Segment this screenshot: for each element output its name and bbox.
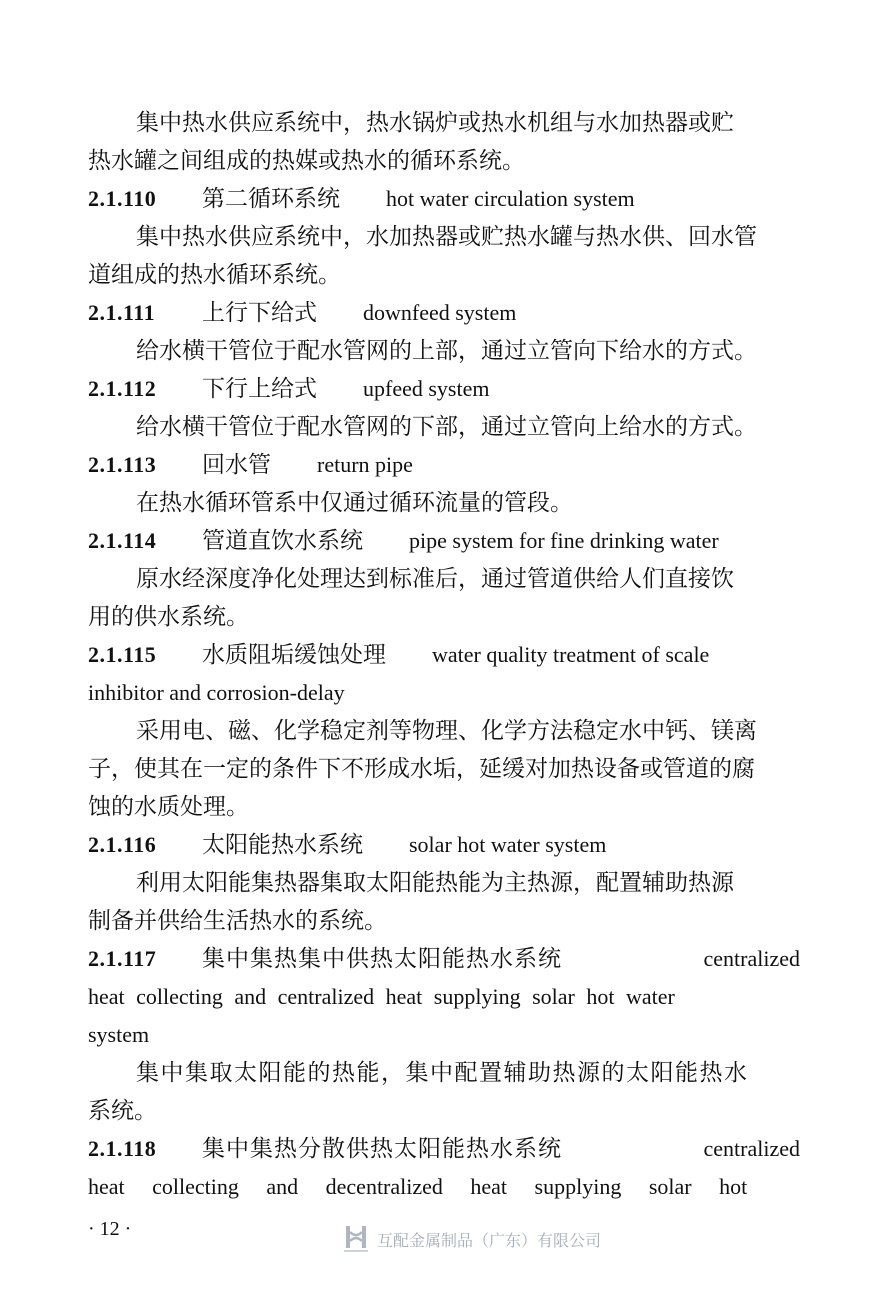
- term-number: 2.1.115: [88, 642, 157, 667]
- term-chinese: 集中集热分散供热太阳能热水系统: [202, 1136, 562, 1162]
- term-english-continued: heat collecting and decentralized heat supplying solar hot: [88, 1174, 748, 1199]
- watermark: [343, 1224, 601, 1254]
- term-heading-2-1-110: [88, 180, 800, 218]
- term-heading-2-1-118: [88, 1130, 800, 1168]
- term-number: 2.1.112: [88, 376, 157, 401]
- term-number: 2.1.111: [88, 300, 156, 325]
- intro-line-2: 热水罐之间组成的热媒或热水的循环系统。: [88, 148, 525, 174]
- term-english: downfeed system: [363, 300, 517, 325]
- term-english: hot water circulation system: [386, 186, 635, 211]
- term-description-line: 采用电、磁、化学稳定剂等物理、化学方法稳定水中钙、镁离: [136, 718, 757, 744]
- term-english: solar hot water system: [409, 832, 607, 857]
- term-heading-2-1-114: [88, 522, 800, 560]
- term-heading-2-1-112: [88, 370, 800, 408]
- term-description-line: 给水横干管位于配水管网的下部，通过立管向上给水的方式。: [136, 414, 757, 440]
- term-chinese: 下行上给式: [202, 376, 317, 402]
- term-heading-2-1-117: [88, 940, 800, 978]
- term-description-line: 系统。: [88, 1098, 157, 1124]
- term-english: water quality treatment of scale: [432, 642, 710, 667]
- term-chinese: 管道直饮水系统: [202, 528, 363, 554]
- term-english: upfeed system: [363, 376, 490, 401]
- company-logo-icon: [343, 1224, 369, 1254]
- term-description-line: 制备并供给生活热水的系统。: [88, 908, 387, 934]
- page-number: · 12 ·: [88, 1218, 132, 1240]
- term-chinese: 第二循环系统: [202, 186, 340, 212]
- term-chinese: 上行下给式: [202, 300, 317, 326]
- term-description-line: 在热水循环管系中仅通过循环流量的管段。: [136, 490, 573, 516]
- watermark-text: 互配金属制品（广东）有限公司: [377, 1230, 602, 1250]
- term-description-line: 原水经深度净化处理达到标准后，通过管道供给人们直接饮: [136, 566, 734, 592]
- term-english: return pipe: [317, 452, 413, 477]
- term-number: 2.1.113: [88, 452, 157, 477]
- term-chinese: 回水管: [202, 452, 271, 478]
- term-heading-2-1-111: [88, 294, 800, 332]
- term-heading-2-1-115: [88, 636, 800, 674]
- term-english-continued: heat collecting and centralized heat supplying solar hot water: [88, 984, 675, 1009]
- term-number: 2.1.117: [88, 946, 157, 971]
- term-chinese: 水质阻垢缓蚀处理: [202, 642, 386, 668]
- term-chinese: 集中集热集中供热太阳能热水系统: [202, 946, 562, 972]
- term-english-continued: inhibitor and corrosion-delay: [88, 680, 345, 705]
- term-heading-2-1-116: [88, 826, 800, 864]
- term-heading-2-1-113: [88, 446, 800, 484]
- term-description-line: 利用太阳能集热器集取太阳能热能为主热源，配置辅助热源: [136, 870, 734, 896]
- term-description-line: 给水横干管位于配水管网的上部，通过立管向下给水的方式。: [136, 338, 757, 364]
- term-number: 2.1.116: [88, 832, 157, 857]
- intro-line-1: 集中热水供应系统中，热水锅炉或热水机组与水加热器或贮: [136, 110, 734, 136]
- term-number: 2.1.118: [88, 1136, 157, 1161]
- term-english: centralized: [703, 1136, 800, 1161]
- term-number: 2.1.110: [88, 186, 157, 211]
- term-description-line: 集中热水供应系统中，水加热器或贮热水罐与热水供、回水管: [136, 224, 757, 250]
- term-english: centralized: [703, 946, 800, 971]
- term-description-line: 子，使其在一定的条件下不形成水垢，延缓对加热设备或管道的腐: [88, 756, 755, 782]
- term-description-line: 蚀的水质处理。: [88, 794, 249, 820]
- term-description-line: 集中集取太阳能的热能，集中配置辅助热源的太阳能热水: [136, 1060, 749, 1086]
- document-page: [88, 104, 800, 1206]
- term-chinese: 太阳能热水系统: [202, 832, 363, 858]
- term-english: pipe system for fine drinking water: [409, 528, 719, 553]
- term-english-continued: system: [88, 1022, 150, 1047]
- term-description-line: 道组成的热水循环系统。: [88, 262, 341, 288]
- term-number: 2.1.114: [88, 528, 157, 553]
- term-description-line: 用的供水系统。: [88, 604, 249, 630]
